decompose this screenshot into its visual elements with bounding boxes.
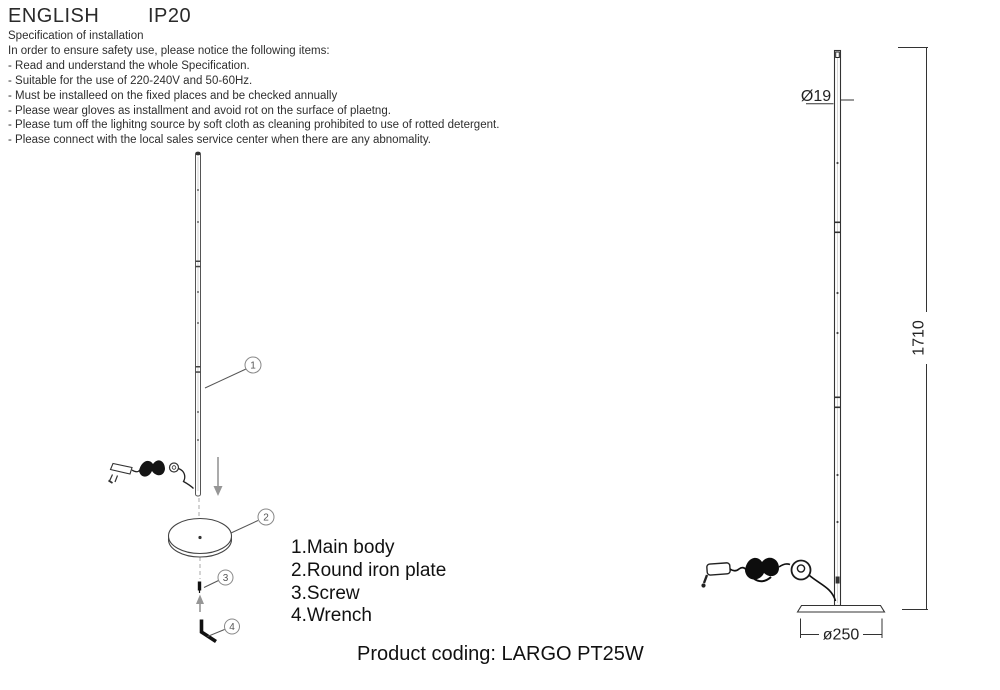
callout-wrench xyxy=(208,619,240,637)
parts-list-item: 1.Main body xyxy=(291,537,395,558)
spec-title: Specification of installation xyxy=(8,30,144,42)
plug-icon xyxy=(111,464,133,475)
height-label: 1710 xyxy=(910,320,928,356)
foot-switch-icon xyxy=(792,561,811,580)
product-coding-label: Product coding: LARGO PT25W xyxy=(357,643,644,665)
top-diameter-label: Ø19 xyxy=(800,88,832,105)
round-iron-plate xyxy=(169,519,232,558)
document-language-label: ENGLISH xyxy=(8,5,100,27)
cord-knot-icon xyxy=(139,460,165,476)
spec-item: - Must be installeed on the fixed places and be checked annually xyxy=(8,89,338,102)
ip-rating-label: IP20 xyxy=(148,5,192,27)
plug-icon xyxy=(707,563,731,576)
base-plate xyxy=(798,606,885,613)
insert-down-arrow-icon xyxy=(214,457,223,496)
spec-item: - Suitable for the use of 220-240V and 50-60Hz. xyxy=(8,74,253,87)
power-cord-side-view xyxy=(701,558,835,601)
dimension-base-diameter xyxy=(801,619,883,644)
callout-number-3: 3 xyxy=(222,573,229,584)
base-diameter-label: ø250 xyxy=(822,626,860,644)
assembly-diagram xyxy=(109,152,275,642)
dimension-top-diameter xyxy=(801,88,854,105)
lamp-pole xyxy=(835,51,841,606)
spec-intro: In order to ensure safety use, please notice the following items: xyxy=(8,44,330,57)
screw-up-arrow-icon xyxy=(196,595,204,613)
wrench-part xyxy=(202,620,217,642)
spec-item: - Read and understand the whole Specification. xyxy=(8,59,250,72)
cord-knot-icon xyxy=(745,558,779,580)
parts-list xyxy=(291,537,446,628)
parts-list-item: 2.Round iron plate xyxy=(291,559,447,581)
callout-main-body xyxy=(205,357,261,388)
parts-list-item: 3.Screw xyxy=(291,582,360,604)
spec-item: - Please tum off the lighitng source by soft cloth as cleaning prohibited to use of rotted detergent. xyxy=(8,119,500,132)
main-body-pole xyxy=(195,152,201,496)
cord-connector-icon xyxy=(170,463,179,472)
callout-number-1: 1 xyxy=(250,360,256,372)
power-cord-assembly xyxy=(109,460,194,488)
callout-screw xyxy=(204,570,233,588)
screw-part xyxy=(198,582,201,594)
spec-item: - Please wear gloves as installment and avoid rot on the surface of plaetng. xyxy=(8,104,391,117)
spec-item: - Please connect with the local sales service center when there are any abnomality. xyxy=(8,134,431,147)
callout-round-iron-plate xyxy=(231,509,274,533)
callout-number-2: 2 xyxy=(263,512,269,524)
parts-list-item: 4.Wrench xyxy=(291,605,372,627)
dimension-height xyxy=(898,48,928,610)
dimension-diagram xyxy=(701,48,928,644)
callout-number-4: 4 xyxy=(229,622,235,633)
